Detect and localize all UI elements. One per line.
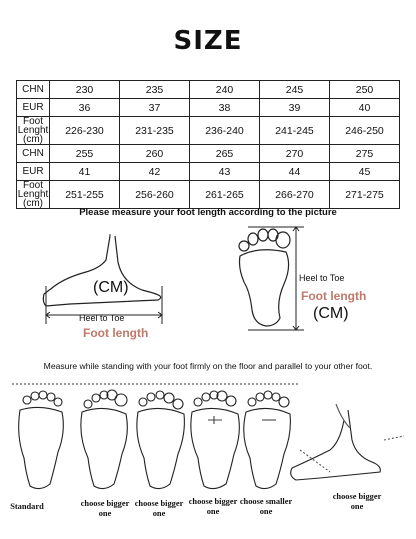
size-cell: 240 xyxy=(190,81,260,99)
row-label: EUR xyxy=(17,163,50,181)
size-cell: 45 xyxy=(330,163,400,181)
size-cell: 245 xyxy=(260,81,330,99)
size-cell: 250 xyxy=(330,81,400,99)
measure-instruction: Please measure your foot length according to the picture xyxy=(79,207,337,218)
caption-bigger-2: choose bigger one xyxy=(134,499,184,518)
size-row xyxy=(17,117,400,145)
size-cell: 251-255 xyxy=(50,181,120,209)
size-cell: 241-245 xyxy=(260,117,330,145)
greek-foot-icon xyxy=(137,391,185,489)
side-foot-length-label: Foot length xyxy=(83,326,149,340)
size-cell: 40 xyxy=(330,99,400,117)
row-label: Foot Lenght (cm) xyxy=(17,180,49,209)
caption-bigger-3: choose bigger one xyxy=(188,497,238,516)
size-cell: 246-250 xyxy=(330,117,400,145)
row-label: CHN xyxy=(17,81,50,99)
size-cell: 42 xyxy=(120,163,190,181)
size-cell: 230 xyxy=(50,81,120,99)
top-foot-illustration xyxy=(228,222,308,334)
caption-bigger-1: choose bigger one xyxy=(80,499,130,518)
size-cell: 43 xyxy=(190,163,260,181)
egyptian-foot-icon xyxy=(81,390,127,489)
size-cell: 231-235 xyxy=(120,117,190,145)
caption-bigger-4: choose bigger one xyxy=(332,492,382,511)
foot-types-illustration xyxy=(0,380,416,500)
size-cell: 260 xyxy=(120,145,190,163)
size-cell: 266-270 xyxy=(260,181,330,209)
size-cell: 255 xyxy=(50,145,120,163)
size-row xyxy=(17,163,400,181)
size-cell: 235 xyxy=(120,81,190,99)
side-heel-to-toe-label: Heel to Toe xyxy=(79,313,125,323)
size-cell: 41 xyxy=(50,163,120,181)
side-cm-label: (CM) xyxy=(93,279,129,296)
size-cell: 270 xyxy=(260,145,330,163)
size-cell: 226-230 xyxy=(50,117,120,145)
top-cm-label: (CM) xyxy=(313,305,349,322)
size-cell: 38 xyxy=(190,99,260,117)
size-chart-table xyxy=(16,80,400,209)
wide-foot-icon xyxy=(191,391,239,489)
top-heel-to-toe-label: Heel to Toe xyxy=(299,273,345,283)
standing-instruction: Measure while standing with your foot firmly on the floor and parallel to your other foot. xyxy=(43,361,373,371)
page-title: SIZE xyxy=(173,26,243,56)
top-foot-length-label: Foot length xyxy=(301,289,367,303)
high-instep-foot-icon xyxy=(291,404,404,480)
caption-standard: Standard xyxy=(10,502,44,511)
size-row xyxy=(17,81,400,99)
size-row xyxy=(17,181,400,209)
row-label: EUR xyxy=(17,99,50,117)
size-row xyxy=(17,99,400,117)
size-cell: 271-275 xyxy=(330,181,400,209)
standard-foot-icon xyxy=(19,391,64,489)
size-cell: 265 xyxy=(190,145,260,163)
row-label: CHN xyxy=(17,145,50,163)
size-row xyxy=(17,145,400,163)
size-cell: 256-260 xyxy=(120,181,190,209)
size-cell: 44 xyxy=(260,163,330,181)
row-label: Foot Lenght (cm) xyxy=(17,116,49,145)
size-cell: 261-265 xyxy=(190,181,260,209)
size-cell: 36 xyxy=(50,99,120,117)
caption-smaller: choose smaller one xyxy=(239,497,293,516)
size-cell: 39 xyxy=(260,99,330,117)
narrow-foot-icon xyxy=(244,391,291,489)
size-cell: 37 xyxy=(120,99,190,117)
size-cell: 275 xyxy=(330,145,400,163)
size-cell: 236-240 xyxy=(190,117,260,145)
